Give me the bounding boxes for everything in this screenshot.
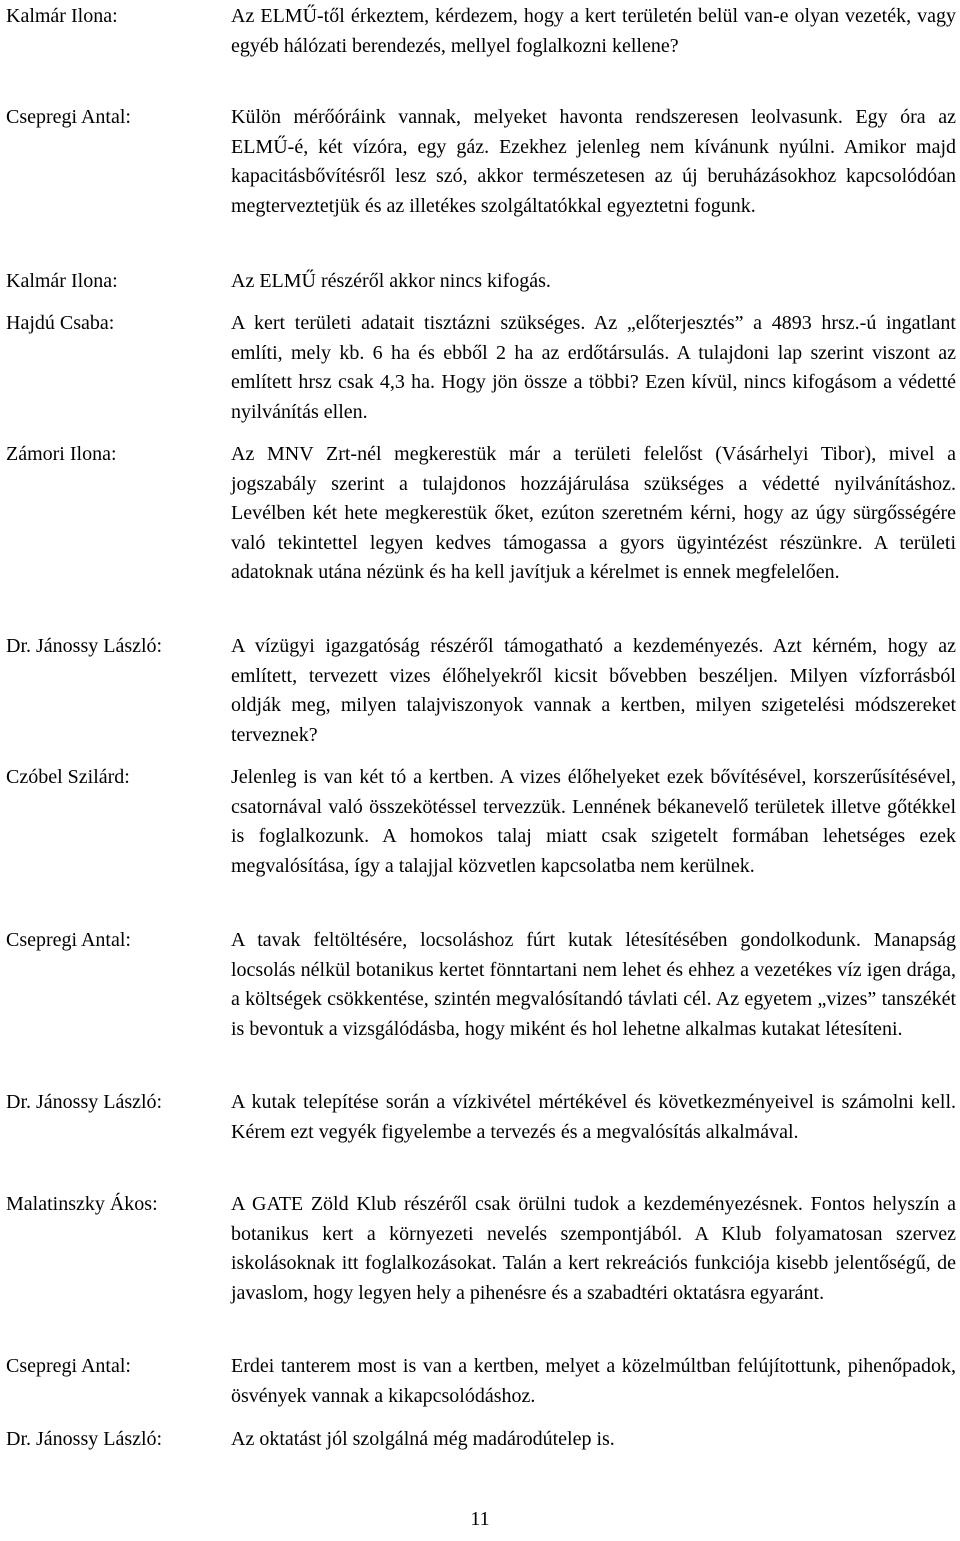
speech-text: Erdei tanterem most is van a kertben, melyet a közelmúltban felújítottunk, pihenőpadok, ösvények vannak a kikapcsolódáshoz.: [231, 1355, 956, 1407]
speaker-name: Csepregi Antal:: [6, 1355, 131, 1377]
page-number: 11: [470, 1508, 490, 1530]
speech-text: Az MNV Zrt-nél megkerestük már a területi felelőst (Vásárhelyi Tibor), mivel a jogszabály szerint a tulajdonos hozzájárulása szükséges a védetté nyilvánításhoz. Levélben két hete megkerestük őket, ezúton szeretném kérni, hogy az úgy sürgősségére való tekintettel legyen kedves támogassa a gyors ügyintézést részünkre. A területi adatoknak utána nézünk és ha kell javítjuk a kérelmet is ennek megfelelően.: [231, 443, 956, 583]
speaker-name: Czóbel Szilárd:: [6, 766, 130, 788]
speech-text: A kutak telepítése során a vízkivétel mértékével és következményeivel is számolni kell. Kérem ezt vegyék figyelembe a tervezés és a megvalósítás alkalmával.: [231, 1091, 956, 1143]
speaker-name: Malatinszky Ákos:: [6, 1193, 158, 1215]
speaker-name: Dr. Jánossy László:: [6, 1428, 163, 1450]
speech-text: A tavak feltöltésére, locsoláshoz fúrt kutak létesítésében gondolkodunk. Manapság locsolás nélkül botanikus kertet fönntartani nem lehet és ehhez a vezetékes víz igen drága, a költségek csökkentése, szintén megvalósítandó távlati cél. Az egyetem „vizes” tanszékét is bevontuk a vizsgálódásba, hogy miként és hol lehetne alkalmas kutakat létesíteni.: [231, 929, 956, 1040]
speech-text: Az ELMŰ részéről akkor nincs kifogás.: [231, 270, 551, 292]
speech-text: Az ELMŰ-től érkeztem, kérdezem, hogy a kert területén belül van-e olyan vezeték, vagy egyéb hálózati berendezés, mellyel foglalkozni kellene?: [231, 5, 956, 57]
speaker-name: Csepregi Antal:: [6, 929, 131, 951]
speaker-name: Kalmár Ilona:: [6, 270, 118, 292]
speaker-name: Zámori Ilona:: [6, 443, 117, 465]
speech-text: A vízügyi igazgatóság részéről támogatható a kezdeményezés. Azt kérném, hogy az említett, tervezett vizes élőhelyekről kicsit bővebben beszéljen. Milyen vízforrásból oldják meg, milyen talajviszonyok vannak a kertben, milyen szigetelési módszereket terveznek?: [231, 635, 956, 746]
speech-text: Külön mérőóráink vannak, melyeket havonta rendszeresen leolvasunk. Egy óra az ELMŰ-é, két vízóra, egy gáz. Ezekhez jelenleg nem kívánunk nyúlni. Amikor majd kapacitásbővítésről lesz szó, akkor természetesen az új beruházásokhoz kapcsolódóan megterveztetjük és az illetékes szolgáltatókkal egyeztetni fogunk.: [231, 106, 956, 217]
speaker-name: Csepregi Antal:: [6, 106, 131, 128]
speaker-name: Hajdú Csaba:: [6, 312, 115, 334]
speech-text: Az oktatást jól szolgálná még madárodútelep is.: [231, 1428, 615, 1450]
speaker-name: Kalmár Ilona:: [6, 5, 118, 27]
speaker-name: Dr. Jánossy László:: [6, 1091, 163, 1113]
speaker-name: Dr. Jánossy László:: [6, 635, 163, 657]
speech-text: A kert területi adatait tisztázni szükséges. Az „előterjesztés” a 4893 hrsz.-ú ingatlant említi, mely kb. 6 ha és ebből 2 ha az erdőtársulás. A tulajdoni lap szerint viszont az említett hrsz csak 4,3 ha. Hogy jön össze a többi? Ezen kívül, nincs kifogásom a védetté nyilvánítás ellen.: [231, 312, 956, 423]
speech-text: Jelenleg is van két tó a kertben. A vizes élőhelyeket ezek bővítésével, korszerűsítésével, csatornával való összekötéssel tervezzük. Lennének békanevelő területek illetve gőtékkel is foglalkozunk. A homokos talaj miatt csak szigetelt formában lehetséges ezek megvalósítása, így a talajjal közvetlen kapcsolatba nem kerülnek.: [231, 766, 956, 877]
speech-text: A GATE Zöld Klub részéről csak örülni tudok a kezdeményezésnek. Fontos helyszín a botanikus kert a környezeti nevelés szempontjából. A Klub folyamatosan szervez iskolásoknak itt foglalkozásokat. Talán a kert rekreációs funkciója kisebb jelentőségű, de javaslom, hogy legyen hely a pihenésre és a szabadtéri oktatásra egyaránt.: [231, 1193, 956, 1304]
